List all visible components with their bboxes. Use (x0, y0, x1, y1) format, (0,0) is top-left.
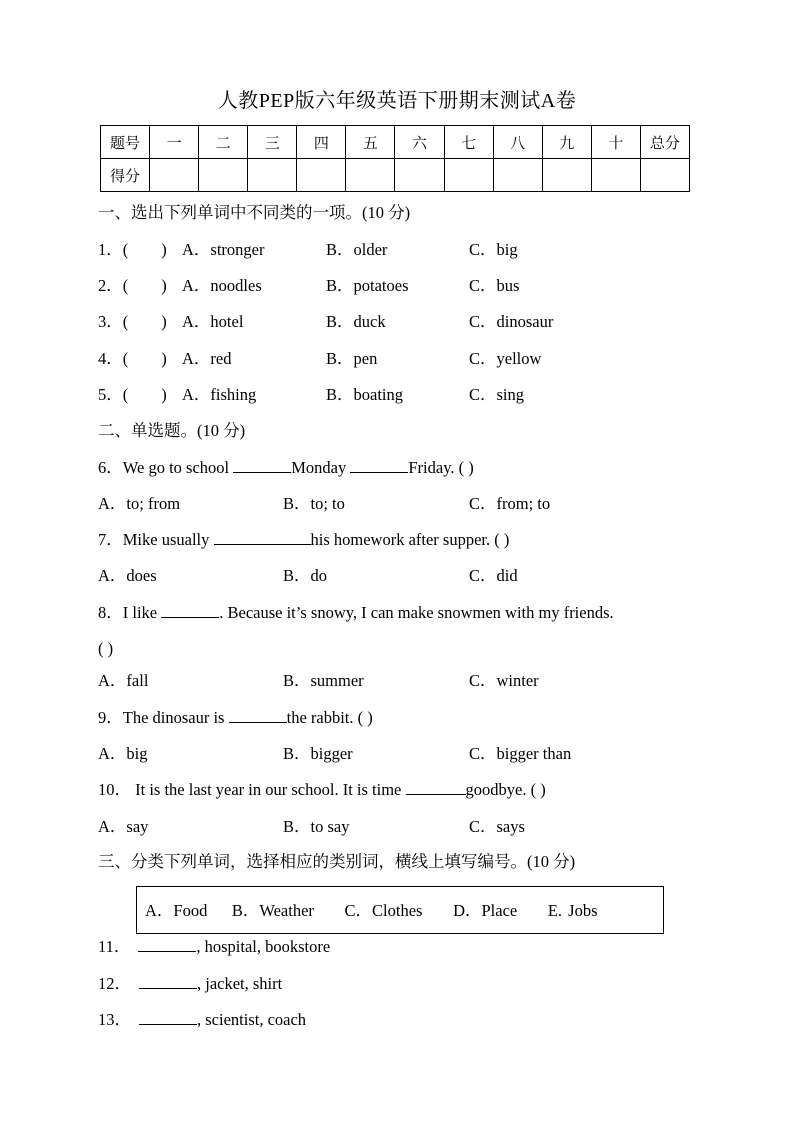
answer-blank[interactable] (229, 708, 287, 723)
option-a: A．noodles (182, 276, 262, 295)
score-input-cell[interactable] (346, 159, 395, 192)
score-table-cell: 四 (297, 126, 346, 159)
question-7-stem (98, 530, 509, 550)
stem-text: goodbye. ( ) (465, 780, 546, 799)
score-table-cell: 题号 (101, 126, 150, 159)
question-number: 12． (98, 974, 131, 993)
question-11 (98, 937, 330, 957)
stem-text: 8．I like (98, 603, 162, 622)
score-input-cell[interactable] (395, 159, 444, 192)
answer-blank[interactable] (406, 780, 466, 795)
section-1-heading: 一、选出下列单词中不同类的一项。(10 分) (98, 203, 411, 222)
question-number: 2．( ) (98, 276, 167, 295)
score-table-cell: 七 (444, 126, 493, 159)
score-table-cell: 九 (542, 126, 591, 159)
question-number: 5．( ) (98, 385, 167, 404)
category-options: A．Food B．Weather C．Clothes D．Place E. Jobs (145, 901, 598, 920)
question-6-stem (98, 458, 474, 478)
option-a: A．big (98, 744, 148, 763)
score-table-cell: 六 (395, 126, 444, 159)
answer-blank[interactable] (233, 458, 291, 473)
stem-text: . Because it’s snowy, I can make snowmen with my friends. (219, 603, 614, 622)
score-input-cell[interactable] (591, 159, 640, 192)
category-options-box (136, 886, 664, 934)
option-b: B．summer (283, 671, 364, 690)
score-table-cell: 五 (346, 126, 395, 159)
option-b: B．bigger (283, 744, 353, 763)
option-c: C．bus (469, 276, 520, 295)
answer-blank[interactable] (139, 1010, 197, 1025)
score-input-cell[interactable] (493, 159, 542, 192)
option-a: A．red (182, 349, 232, 368)
stem-text: 9．The dinosaur is (98, 708, 229, 727)
score-input-cell[interactable] (150, 159, 199, 192)
score-input-cell[interactable] (297, 159, 346, 192)
option-a: A．stronger (182, 240, 265, 259)
score-table-cell: 八 (493, 126, 542, 159)
question-number: 11． (98, 937, 131, 956)
option-b: B．duck (326, 312, 386, 331)
option-b: B．older (326, 240, 388, 259)
answer-blank[interactable] (350, 458, 408, 473)
option-c: C．winter (469, 671, 539, 690)
option-b: B．to; to (283, 494, 345, 513)
score-table-cell: 三 (248, 126, 297, 159)
option-a: A．to; from (98, 494, 181, 513)
score-input-cell[interactable] (248, 159, 297, 192)
question-10-stem (98, 780, 546, 800)
section-3-heading: 三、分类下列单词，选择相应的类别词，横线上填写编号。(10 分) (98, 852, 576, 871)
option-c: C．yellow (469, 349, 542, 368)
question-number: 1．( ) (98, 240, 167, 259)
option-b: B．potatoes (326, 276, 409, 295)
answer-blank[interactable] (139, 974, 197, 989)
score-table-cell: 十 (591, 126, 640, 159)
score-input-cell[interactable] (444, 159, 493, 192)
option-a: A．fishing (182, 385, 257, 404)
score-table-header-row (101, 126, 690, 159)
question-number: 4．( ) (98, 349, 167, 368)
answer-blank[interactable] (138, 937, 196, 952)
page-title: 人教PEP版六年级英语下册期末测试A卷 (217, 90, 577, 112)
stem-text: 6．We go to school (98, 458, 234, 477)
score-table (100, 125, 690, 192)
score-input-cell[interactable] (542, 159, 591, 192)
option-c: C．big (469, 240, 518, 259)
option-c: C．bigger than (469, 744, 572, 763)
option-b: B．to say (283, 817, 350, 836)
option-c: C．from; to (469, 494, 551, 513)
item-text: , hospital, bookstore (196, 937, 331, 956)
score-input-cell[interactable] (199, 159, 248, 192)
question-12 (98, 974, 282, 994)
stem-text: Monday (291, 458, 351, 477)
stem-text: 7．Mike usually (98, 530, 214, 549)
option-a: A．fall (98, 671, 149, 690)
score-table-cell: 总分 (640, 126, 689, 159)
question-8-bracket: ( ) (98, 639, 114, 658)
stem-text: Friday. ( ) (408, 458, 474, 477)
answer-blank[interactable] (161, 603, 219, 618)
score-table-cell: 二 (199, 126, 248, 159)
score-label-cell: 得分 (101, 159, 150, 192)
question-13 (98, 1010, 306, 1030)
score-input-cell[interactable] (640, 159, 689, 192)
option-c: C．did (469, 566, 518, 585)
score-table-score-row (101, 159, 690, 192)
stem-text: 10． It is the last year in our school. It is time (98, 780, 406, 799)
section-2-heading: 二、单选题。(10 分) (98, 421, 246, 440)
answer-blank[interactable] (214, 530, 311, 545)
option-a: A．hotel (182, 312, 244, 331)
question-8-stem (98, 603, 614, 623)
item-text: , jacket, shirt (197, 974, 283, 993)
option-a: A．say (98, 817, 149, 836)
score-table-cell: 一 (150, 126, 199, 159)
question-9-stem (98, 708, 373, 728)
item-text: , scientist, coach (197, 1010, 307, 1029)
option-b: B．pen (326, 349, 378, 368)
option-b: B．boating (326, 385, 403, 404)
option-a: A．does (98, 566, 157, 585)
option-c: C．dinosaur (469, 312, 554, 331)
stem-text: the rabbit. ( ) (286, 708, 373, 727)
stem-text: his homework after supper. ( ) (310, 530, 510, 549)
option-c: C．sing (469, 385, 525, 404)
option-c: C．says (469, 817, 525, 836)
question-number: 3．( ) (98, 312, 167, 331)
option-b: B．do (283, 566, 328, 585)
question-number: 13． (98, 1010, 131, 1029)
